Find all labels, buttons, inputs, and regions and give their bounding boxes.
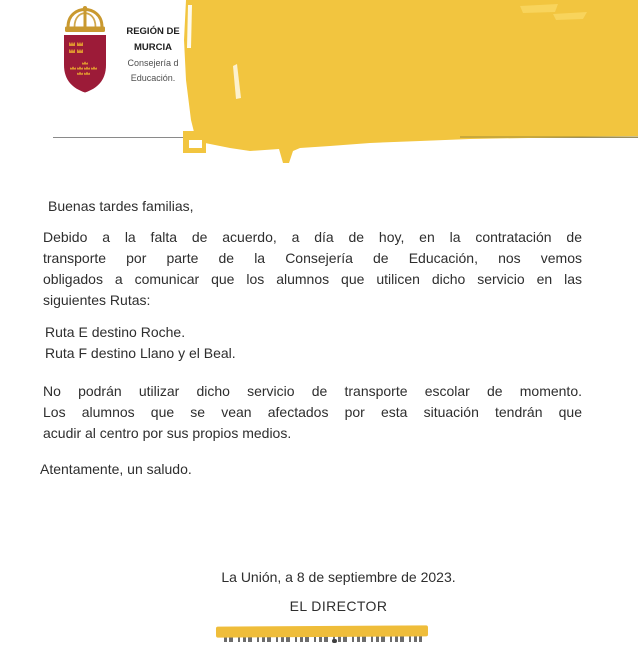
highlighter-stroke-shape xyxy=(184,0,638,163)
splatter-white-notch xyxy=(189,140,202,148)
paragraph-line: transporte por parte de la Consejería de Educación, nos vemos xyxy=(43,250,582,266)
murcia-coat-of-arms-logo xyxy=(53,5,117,97)
org-name-line1: REGIÓN DE xyxy=(126,26,180,37)
paragraph-transport-issue xyxy=(43,227,582,311)
rule-showing-through xyxy=(460,136,638,138)
redacted-signature-descender xyxy=(332,639,337,643)
paragraph-line: acudir al centro por sus propios medios. xyxy=(43,425,292,441)
paragraph-line: No podrán utilizar dicho servicio de transporte escolar de momento. xyxy=(43,383,582,399)
paragraph-line: obligados a comunicar que los alumnos que utilicen dicho servicio en las xyxy=(43,271,582,287)
signer-title: EL DIRECTOR xyxy=(289,598,388,614)
paragraph-consequence xyxy=(43,381,582,444)
crown-band-icon xyxy=(65,27,105,33)
crown-orb-icon xyxy=(83,6,87,10)
route-item: Ruta E destino Roche. xyxy=(45,324,186,340)
department-line2: Educación. xyxy=(130,73,176,83)
paragraph-line: Los alumnos que se vean afectados por esta situación tendrán que xyxy=(43,404,582,420)
department-line1: Consejería d xyxy=(127,58,179,68)
paragraph-line: siguientes Rutas: xyxy=(43,292,151,308)
greeting-line: Buenas tardes familias, xyxy=(48,198,194,214)
signature-redaction-highlight-icon xyxy=(216,625,428,637)
org-name-line2: MURCIA xyxy=(134,42,172,53)
routes-list xyxy=(45,322,236,364)
date-place-line: La Unión, a 8 de septiembre de 2023. xyxy=(221,569,456,585)
paragraph-line: Debido a la falta de acuerdo, a día de hoy, en la contratación de xyxy=(43,229,582,245)
royal-crown-icon xyxy=(68,10,102,28)
route-item: Ruta F destino Llano y el Beal. xyxy=(45,345,236,361)
header-redaction-highlight-icon xyxy=(175,0,638,170)
closing-line: Atentamente, un saludo. xyxy=(40,461,192,477)
